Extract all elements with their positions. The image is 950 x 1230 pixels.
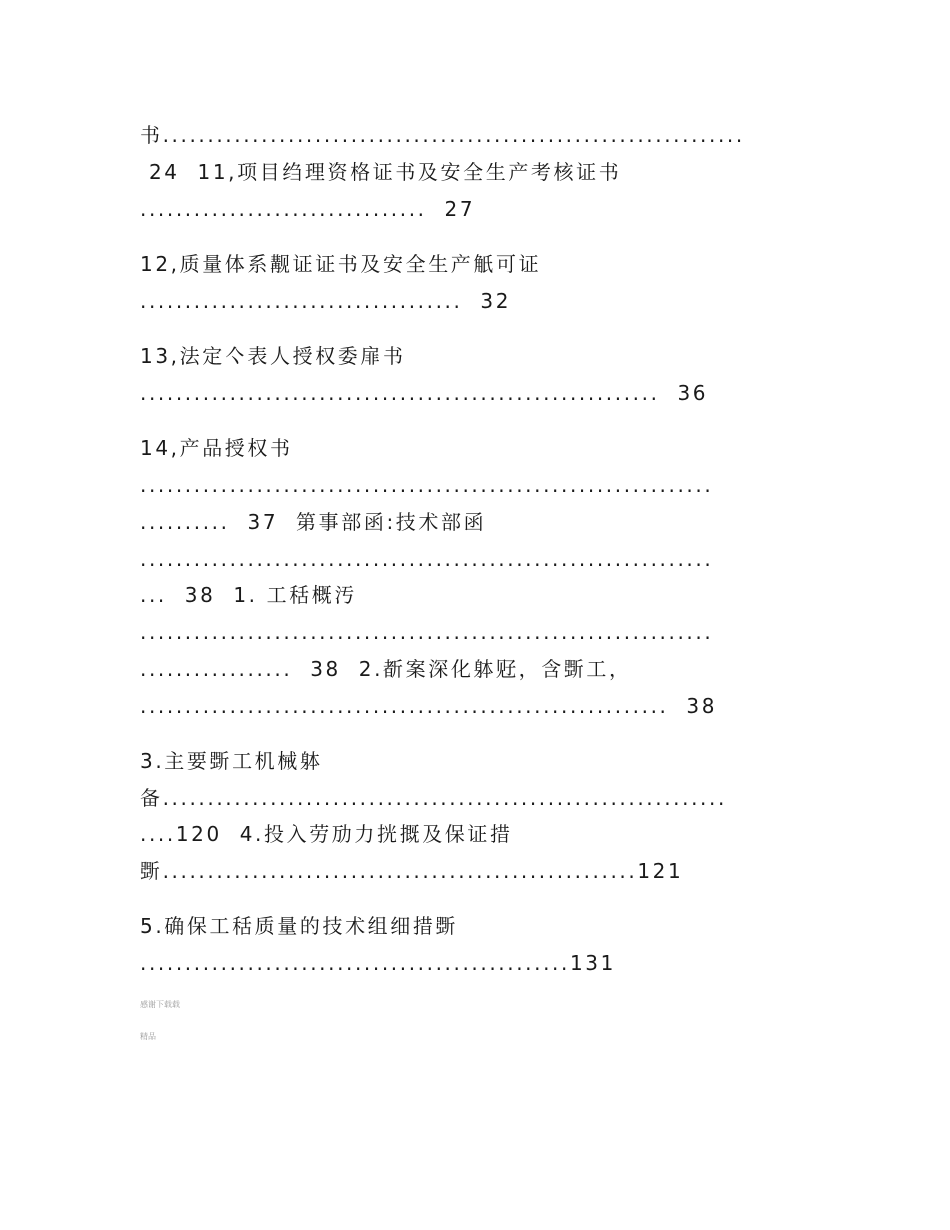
toc-line: 24 11,项目绉理资格证书及安全生产考核证书 (140, 160, 622, 184)
toc-line: 书................................................................. (140, 123, 745, 147)
footer-note: 感谢下载载 (140, 1000, 180, 1009)
toc-line: .................................... 32 (140, 289, 512, 313)
footer-note: 精品 (140, 1032, 156, 1041)
toc-line: ... 38 1. 工秳概汚 (140, 583, 357, 607)
toc-line: ................................................131 (140, 951, 616, 975)
toc-line: 5.确保工秳质量的技术组细措斲 (140, 914, 459, 938)
toc-line: 斲.....................................................121 (140, 859, 684, 883)
toc-line: ................................................................ (140, 473, 714, 497)
toc-line: 12,质量体系觏证证书及安全生产觗可证 (140, 252, 542, 276)
toc-line: .......... 37 第事部函:技术部函 (140, 510, 487, 534)
toc-line: 14,产品授权书 (140, 436, 293, 460)
toc-line: ....120 4.投入劳劢力挄摡及保证措 (140, 822, 513, 846)
toc-line: 3.主要斲工机械躰 (140, 749, 323, 773)
toc-line: ........................................................... 38 (140, 694, 718, 718)
toc-line: 13,法定亽表人授权委扉书 (140, 344, 406, 368)
toc-line: 备............................................................... (140, 786, 727, 810)
toc-line: ................. 38 2.斱案深化躰觃，含斲工， (140, 657, 632, 681)
toc-line: ................................................................ (140, 620, 714, 644)
toc-line: ................................................................ (140, 547, 714, 571)
toc-line: .......................................................... 36 (140, 381, 709, 405)
toc-line: ................................ 27 (140, 197, 476, 221)
